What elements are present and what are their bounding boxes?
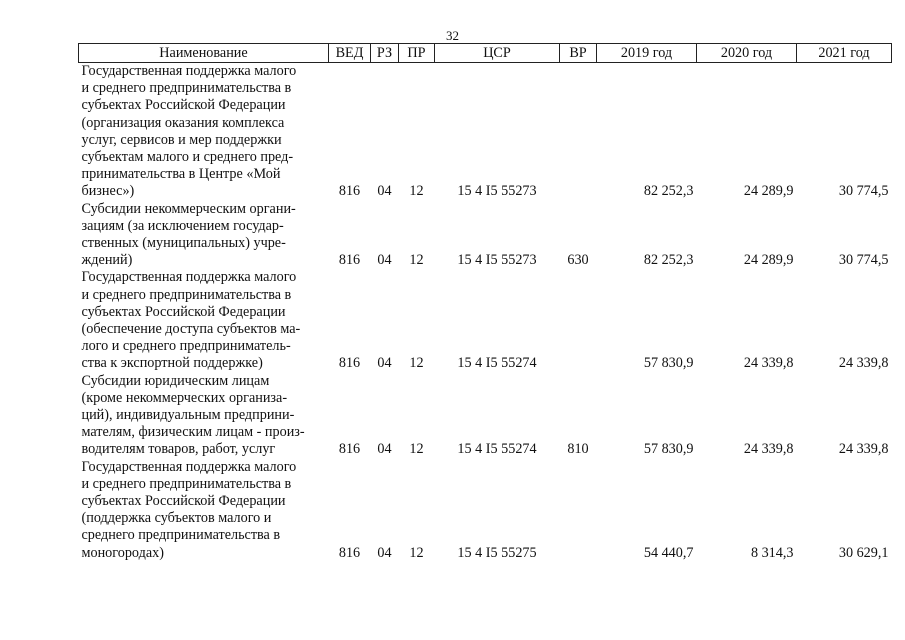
row-2019: 57 830,9 (643, 355, 694, 372)
row-name-line: принимательства в Центре «Мой (81, 166, 281, 183)
row-ved: 816 (338, 183, 361, 200)
row-2020: 24 289,9 (743, 252, 794, 269)
row-name-cell (79, 269, 329, 372)
row-csr: 15 4 I5 55273 (457, 252, 537, 269)
row-name-line: ства к экспортной поддержке) (81, 355, 263, 372)
row-pr: 12 (409, 544, 424, 561)
row-name-line: мателям, физическим лицам - произ- (81, 424, 305, 441)
table-row (79, 373, 892, 459)
row-ved: 816 (338, 441, 361, 458)
row-pr: 12 (409, 441, 424, 458)
row-name-line: Государственная поддержка малого (81, 458, 297, 475)
row-rz: 04 (377, 544, 392, 561)
row-csr: 15 4 I5 55273 (457, 183, 537, 200)
table-row (79, 201, 892, 270)
header-2020: 2020 год (697, 44, 797, 63)
row-name-line: моногородах) (81, 544, 164, 561)
row-name-line: (организация оказания комплекса (81, 114, 285, 131)
header-2021: 2021 год (797, 44, 892, 63)
row-name-line: и среднего предпринимательства в (81, 286, 292, 303)
row-pr: 12 (409, 183, 424, 200)
row-pr: 12 (409, 252, 424, 269)
header-rz: РЗ (371, 44, 399, 63)
header-pr: ПР (399, 44, 435, 63)
row-name-line: среднего предпринимательства в (81, 527, 281, 544)
row-vr (560, 269, 597, 372)
row-name-line: водителям товаров, работ, услуг (81, 441, 276, 458)
row-name-line: Субсидии юридическим лицам (81, 372, 270, 389)
row-name-cell (79, 459, 329, 562)
row-ved: 816 (338, 544, 361, 561)
row-vr: 810 (567, 441, 589, 458)
row-name-line: ственных (муниципальных) учре- (81, 235, 286, 252)
row-rz: 04 (377, 441, 392, 458)
row-name-line: и среднего предпринимательства в (81, 80, 292, 97)
row-2021: 30 629,1 (838, 544, 889, 561)
row-name-line: субъектах Российской Федерации (81, 97, 286, 114)
header-ved: ВЕД (329, 44, 371, 63)
row-name-line: лого и среднего предприниматель- (81, 338, 291, 355)
row-name-cell (79, 373, 329, 459)
row-2021: 30 774,5 (838, 252, 889, 269)
row-2019: 82 252,3 (643, 183, 694, 200)
row-vr (560, 63, 597, 201)
row-csr: 15 4 I5 55274 (457, 441, 537, 458)
row-csr: 15 4 I5 55275 (457, 544, 537, 561)
row-name-line: (поддержка субъектов малого и (81, 510, 272, 527)
row-2021: 24 339,8 (838, 441, 889, 458)
row-2020: 24 339,8 (743, 441, 794, 458)
row-2019: 82 252,3 (643, 252, 694, 269)
table-header-row (79, 44, 892, 63)
row-name-line: Субсидии некоммерческим органи- (81, 200, 296, 217)
row-name-line: субъектам малого и среднего пред- (81, 149, 294, 166)
table-row (79, 459, 892, 562)
row-name-line: (кроме некоммерческих организа- (81, 389, 288, 406)
row-name-line: (обеспечение доступа субъектов ма- (81, 321, 301, 338)
row-csr: 15 4 I5 55274 (457, 355, 537, 372)
row-name-line: ций), индивидуальным предприни- (81, 407, 295, 424)
row-ved: 816 (338, 355, 361, 372)
row-name-line: зациям (за исключением государ- (81, 217, 284, 234)
row-2020: 24 289,9 (743, 183, 794, 200)
row-name-line: субъектах Российской Федерации (81, 493, 286, 510)
row-name-line: услуг, сервисов и мер поддержки (81, 131, 282, 148)
row-name-line: и среднего предпринимательства в (81, 475, 292, 492)
row-2021: 24 339,8 (838, 355, 889, 372)
row-name-line: бизнес») (81, 183, 135, 200)
table-row (79, 269, 892, 372)
row-2020: 24 339,8 (743, 355, 794, 372)
page-number: 32 (446, 28, 459, 43)
row-name-line: субъектах Российской Федерации (81, 303, 286, 320)
row-rz: 04 (377, 183, 392, 200)
budget-table (78, 43, 892, 562)
row-2020: 8 314,3 (750, 544, 794, 561)
row-2019: 54 440,7 (643, 544, 694, 561)
header-csr: ЦСР (435, 44, 560, 63)
row-vr: 630 (567, 252, 589, 269)
table-body (79, 63, 892, 562)
header-vr: ВР (560, 44, 597, 63)
row-vr (560, 459, 597, 562)
row-rz: 04 (377, 355, 392, 372)
row-ved: 816 (338, 252, 361, 269)
row-name-line: Государственная поддержка малого (81, 269, 297, 286)
header-2019: 2019 год (597, 44, 697, 63)
row-2019: 57 830,9 (643, 441, 694, 458)
row-name-cell (79, 63, 329, 201)
row-name-line: Государственная поддержка малого (81, 63, 297, 79)
row-name-line: ждений) (81, 252, 133, 269)
header-name: Наименование (79, 44, 329, 63)
table-row (79, 63, 892, 201)
row-rz: 04 (377, 252, 392, 269)
row-2021: 30 774,5 (838, 183, 889, 200)
row-pr: 12 (409, 355, 424, 372)
row-name-cell (79, 201, 329, 270)
